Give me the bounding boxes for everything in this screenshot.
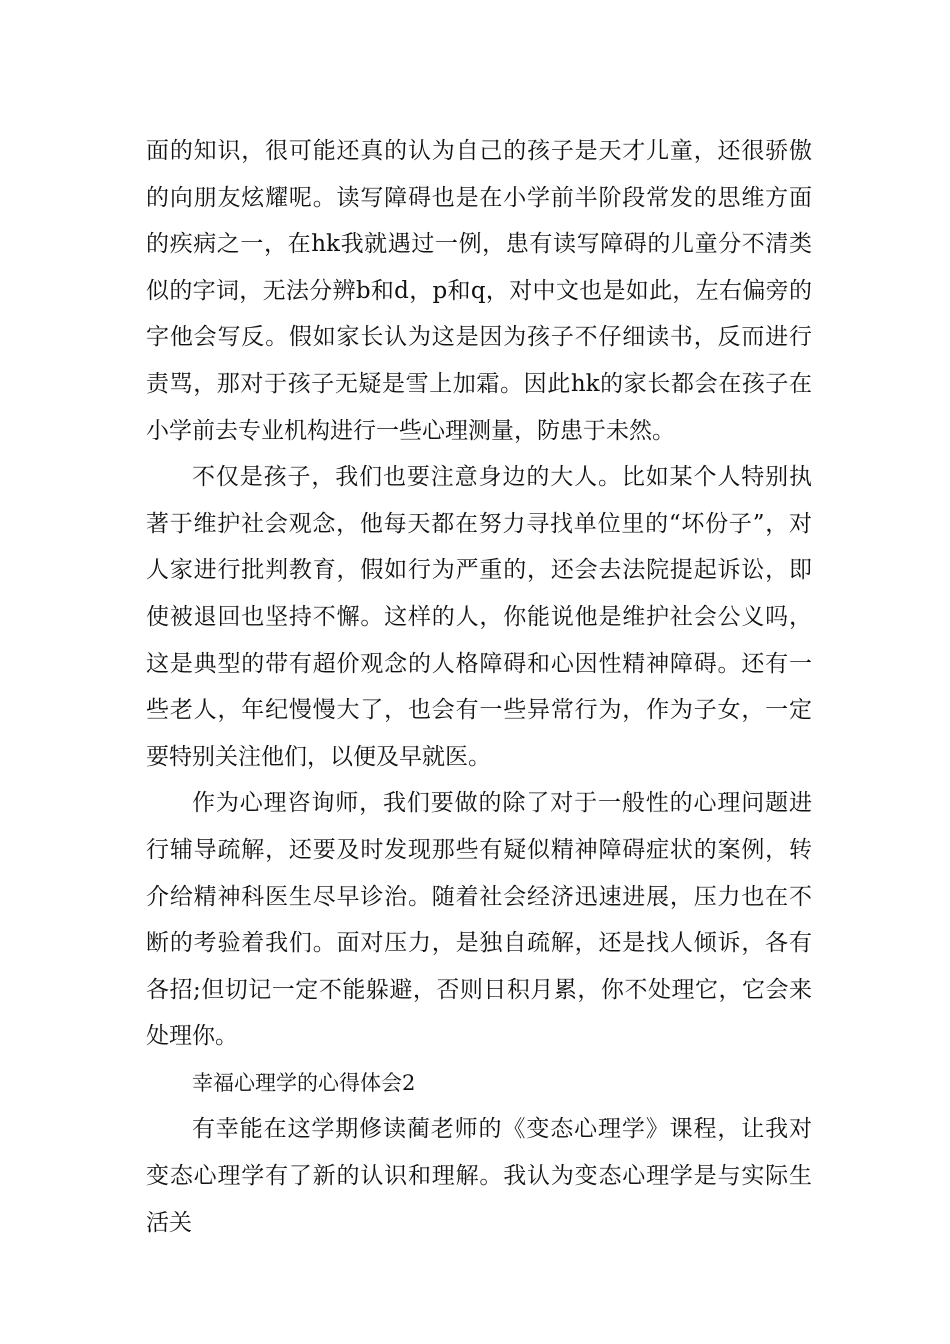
paragraph-continuation: 面的知识，很可能还真的认为自己的孩子是天才儿童，还很骄傲的向朋友炫耀呢。读写障碍也是在小学前半阶段常发的思维方面的疾病之一，在hk我就遇过一例，患有读写障碍的儿童分不清类似的字词，无法分辨b和d，p和q，对中文也是如此，左右偏旁的字他会写反。假如家长认为这是因为孩子不仔细读书，反而进行责骂，那对于孩子无疑是雪上加霜。因此hk的家长都会在孩子在小学前去专业机构进行一些心理测量，防患于未然。 bbox=[146, 138, 812, 444]
document-body bbox=[146, 128, 812, 1246]
section-heading: 幸福心理学的心得体会2 bbox=[192, 1070, 416, 1095]
paragraph-course: 有幸能在这学期修读蔺老师的《变态心理学》课程，让我对变态心理学有了新的认识和理解。我认为变态心理学是与实际生活关 bbox=[146, 1116, 812, 1236]
paragraph-counselor: 作为心理咨询师，我们要做的除了对于一般性的心理问题进行辅导疏解，还要及时发现那些有疑似精神障碍症状的案例，转介给精神科医生尽早诊治。随着社会经济迅速进展，压力也在不断的考验着我们。面对压力，是独自疏解，还是找人倾诉，各有各招;但切记一定不能躲避，否则日积月累，你不处理它，它会来处理你。 bbox=[146, 790, 812, 1050]
paragraph-adults: 不仅是孩子，我们也要注意身边的大人。比如某个人特别执著于维护社会观念，他每天都在努力寻找单位里的“坏份子”，对人家进行批判教育，假如行为严重的，还会去法院提起诉讼，即使被退回也坚持不懈。这样的人，你能说他是维护社会公义吗，这是典型的带有超价观念的人格障碍和心因性精神障碍。还有一些老人，年纪慢慢大了，也会有一些异常行为，作为子女，一定要特别关注他们，以便及早就医。 bbox=[146, 464, 812, 770]
